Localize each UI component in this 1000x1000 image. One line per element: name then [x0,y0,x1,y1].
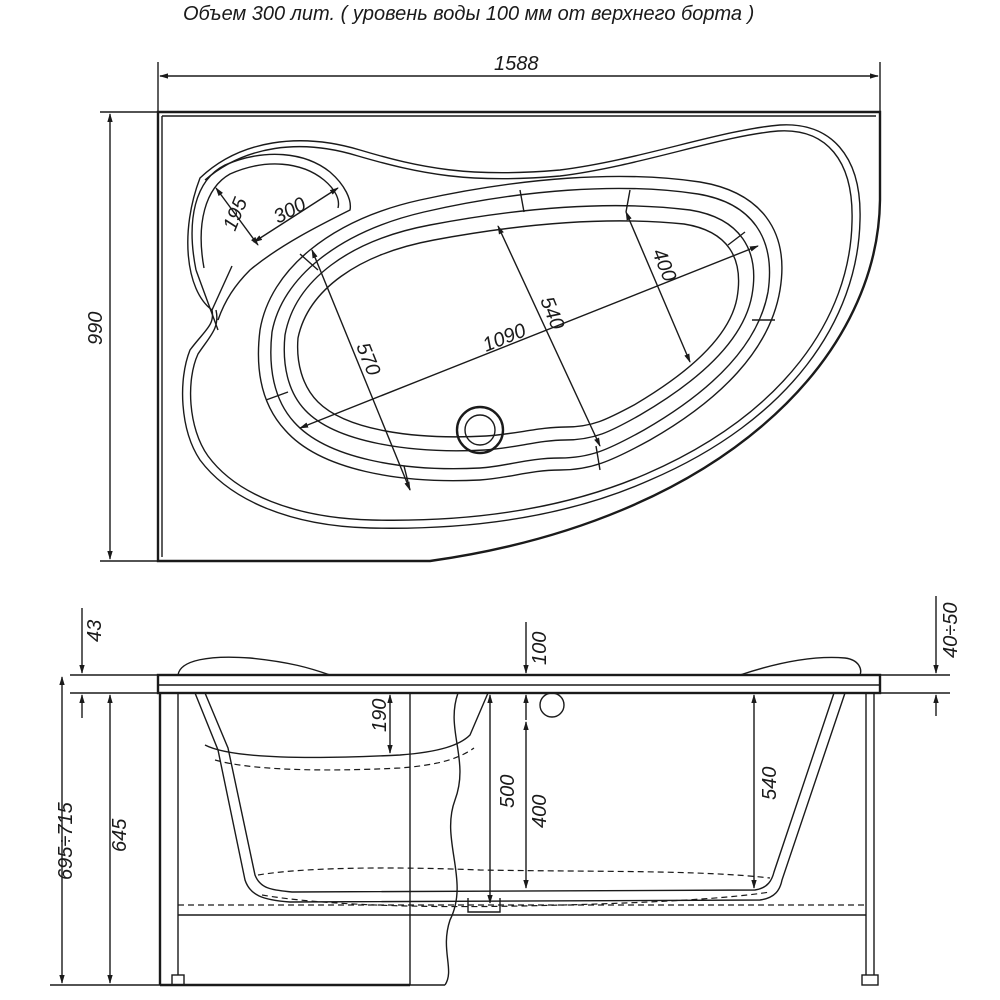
leg-adjustment-label: 40÷50 [940,602,962,658]
body-height-label: 645 [109,818,131,852]
right-depth-dimension [754,695,781,888]
total-height-dimension [50,677,160,985]
side-view [50,596,962,985]
bowl-length-label: 1090 [479,319,530,357]
overall-width-dimension [158,53,880,112]
inner-depth-label: 400 [529,794,551,828]
top-view [85,53,880,561]
break-line [445,693,460,985]
left-rim-bump [178,657,330,675]
bowl-dimensions [300,212,758,490]
seat-height-dimension [369,695,391,753]
overall-width-label: 1588 [494,53,539,75]
side-rim [158,675,880,693]
water-level-dimension [526,622,551,720]
overall-depth-label: 990 [85,311,107,345]
seat-width-label: 300 [270,193,310,229]
volume-caption: Объем 300 лит. ( уровень воды 100 мм от верхнего борта ) [183,3,755,25]
body-height-dimension [109,695,131,983]
total-height-label: 695÷715 [55,802,77,880]
bowl-width-center-label: 540 [535,293,569,333]
water-level-label: 100 [529,631,551,665]
seat-height-label: 190 [369,698,391,732]
rim-thickness-dimension [70,608,158,718]
leg-adjustment-dimension [880,596,962,716]
side-seat-shelf [205,693,488,758]
bowl-width-right-label: 400 [647,245,681,285]
seat-dimensions [216,188,338,245]
bowl-width-left-label: 570 [351,339,385,379]
center-height-dimension [490,695,519,903]
support-legs [172,693,878,985]
drain-icon [457,407,503,453]
rim-thickness-label: 43 [84,619,106,642]
inner-depth-dimension [526,722,551,888]
right-rim-bump [740,657,861,675]
overall-depth-dimension [85,112,158,561]
overflow-icon [540,693,564,717]
right-depth-label: 540 [759,766,781,800]
seat-depth-label: 195 [219,194,253,234]
center-height-label: 500 [497,774,519,808]
